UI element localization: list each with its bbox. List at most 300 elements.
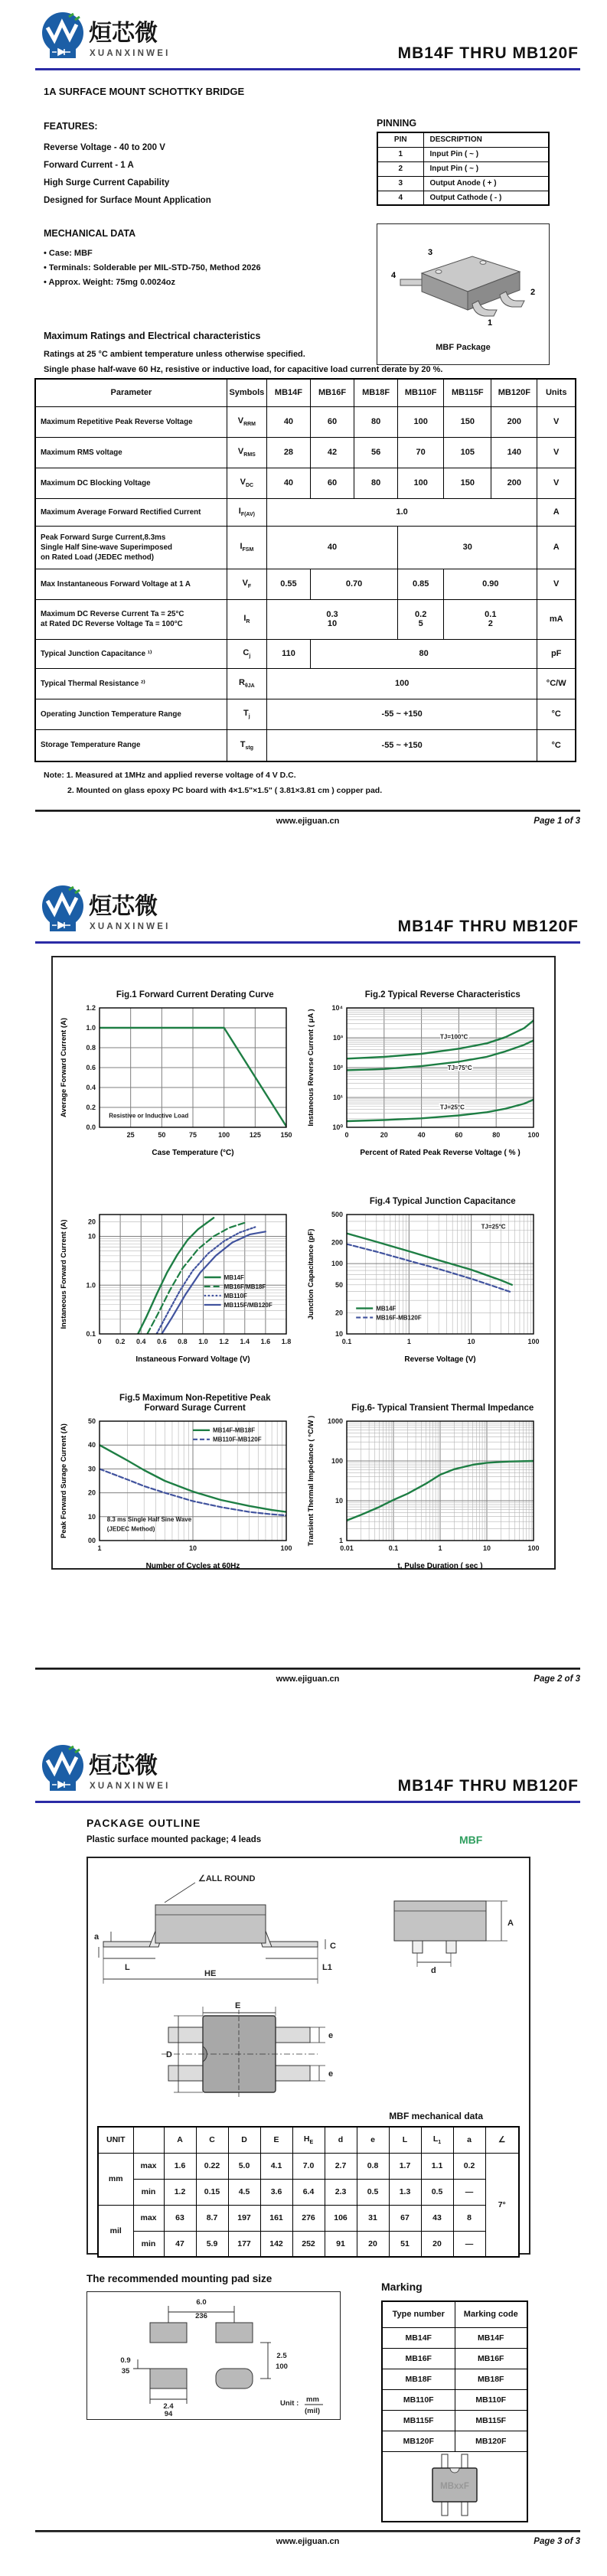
mech-value-cell: 7.0 (292, 2153, 325, 2179)
legend (356, 1305, 422, 1321)
mech-value-cell: 47 (164, 2231, 196, 2257)
svg-text:20: 20 (380, 1131, 389, 1139)
parameter-cell: Operating Junction Temperature Range (35, 699, 227, 729)
value-cell: 110 (266, 639, 310, 668)
mech-value-cell: 4.5 (228, 2179, 260, 2205)
ratings-row (35, 729, 576, 761)
pin-description: Input Pin ( ~ ) (423, 161, 549, 176)
dim-a: a (94, 1932, 100, 1942)
symbol-cell: $I_{F(AV)}$ (227, 498, 266, 526)
dim-e-small: e (328, 2069, 334, 2079)
value-cell: 60 (310, 468, 354, 498)
company-logo (24, 881, 201, 939)
mechanical-list (44, 246, 261, 290)
value-cell: -55 ~ +150 (266, 699, 537, 729)
header-rule (35, 941, 580, 944)
mech-header: L (389, 2127, 421, 2153)
doc-title: MB14F THRU MB120F (397, 918, 579, 935)
mech-value-cell: 0.22 (196, 2153, 228, 2179)
svg-text:MB115F/MB120F: MB115F/MB120F (224, 1301, 272, 1309)
package-outline-heading: PACKAGE OUTLINE (86, 1817, 201, 1829)
value-cell: 70 (398, 437, 444, 468)
svg-text:1.4: 1.4 (240, 1338, 250, 1345)
fig5-chart (57, 1414, 303, 1571)
value-cell: 200 (491, 406, 537, 437)
mech-row (98, 2153, 519, 2179)
ratings-subtitle-2: Single phase half-wave 60 Hz, resistive or inductive load, for capacitive load current derate by 20 %. (44, 365, 443, 374)
value-cell: 0.1 2 (444, 599, 537, 639)
grid-lines (347, 1421, 534, 1541)
svg-text:1.0: 1.0 (86, 1024, 96, 1032)
parameter-cell: Maximum DC Blocking Voltage (35, 468, 227, 498)
type-number-cell: MB16F (382, 2348, 455, 2369)
page-footer (35, 1668, 580, 1694)
marking-row (382, 2389, 527, 2410)
mech-header: d (325, 2127, 357, 2153)
type-number-cell: MB18F (382, 2369, 455, 2389)
unit-cell: V (537, 437, 576, 468)
svg-text:75: 75 (188, 1131, 197, 1139)
svg-text:MB14F: MB14F (224, 1273, 244, 1281)
parameter-cell: Maximum RMS voltage (35, 437, 227, 468)
svg-text:10: 10 (87, 1232, 96, 1241)
mech-value-cell: 0.15 (196, 2179, 228, 2205)
page-number: Page 2 of 3 (534, 1674, 580, 1684)
mech-value-cell: 2.3 (325, 2179, 357, 2205)
mounting-pad-heading: The recommended mounting pad size (86, 2273, 272, 2284)
mech-value-cell: 91 (325, 2231, 357, 2257)
marking-header-row (382, 2301, 527, 2327)
mech-value-cell: 0.8 (357, 2153, 389, 2179)
mech-value-cell: 5.0 (228, 2153, 260, 2179)
mech-value-cell: 20 (357, 2231, 389, 2257)
pinning-row (377, 147, 549, 161)
parameter-cell: Peak Forward Surge Current,8.3ms Single Half Sine-wave Superimposed on Rated Load (JEDEC method) (35, 526, 227, 569)
value-cell: 30 (398, 526, 537, 569)
svg-text:1.0: 1.0 (198, 1338, 208, 1345)
series-group (347, 1234, 512, 1293)
mech-data-table (97, 2126, 520, 2258)
marking-image-cell (382, 2451, 527, 2522)
svg-text:0.1: 0.1 (86, 1330, 96, 1338)
unit-cell: °C (537, 729, 576, 761)
ratings-header: MB120F (491, 379, 537, 406)
value-cell: 42 (310, 437, 354, 468)
marked-chip-drawing (413, 2453, 497, 2517)
value-cell: 0.3 10 (266, 599, 397, 639)
annotation: TJ=25°C (481, 1223, 506, 1231)
pads (150, 2323, 253, 2389)
symbol-cell: $R_{\theta JA}$ (227, 668, 266, 699)
series-group (138, 1218, 266, 1334)
pinning-table (377, 132, 550, 206)
mech-header: e (357, 2127, 389, 2153)
value-cell: 105 (444, 437, 491, 468)
value-cell: 80 (310, 639, 537, 668)
mech-header: a (453, 2127, 485, 2153)
marking-heading: Marking (381, 2281, 423, 2293)
pad-unit-label: Unit : (280, 2399, 299, 2408)
ratings-row (35, 437, 576, 468)
ratings-row (35, 406, 576, 437)
value-cell: 60 (310, 406, 354, 437)
mech-minmax-cell: min (133, 2231, 164, 2257)
marking-image-row (382, 2451, 527, 2522)
svg-text:20: 20 (87, 1218, 96, 1226)
page-2 (0, 876, 607, 1737)
svg-text:1: 1 (97, 1544, 102, 1552)
figure-fig1 (56, 977, 304, 1158)
svg-text:10: 10 (483, 1544, 491, 1552)
svg-text:25: 25 (126, 1131, 135, 1139)
mech-value-cell: 276 (292, 2205, 325, 2231)
website-link[interactable]: www.ejiguan.cn (276, 1674, 340, 1684)
mounting-pad-box (86, 2291, 341, 2420)
parameter-cell: Typical Thermal Resistance ²⁾ (35, 668, 227, 699)
svg-text:MB16F-MB120F: MB16F-MB120F (376, 1314, 423, 1322)
doc-title: MB14F THRU MB120F (397, 1777, 579, 1795)
value-cell: 100 (266, 668, 537, 699)
feature-item: Reverse Voltage - 40 to 200 V (44, 143, 165, 152)
value-cell: 80 (354, 406, 398, 437)
svg-text:MB14F-MB18F: MB14F-MB18F (212, 1427, 255, 1434)
svg-text:1: 1 (339, 1537, 344, 1544)
mech-minmax-cell: min (133, 2179, 164, 2205)
figure-fig3 (56, 1184, 304, 1365)
svg-text:00: 00 (87, 1537, 96, 1544)
svg-text:50: 50 (335, 1280, 344, 1289)
svg-text:10: 10 (188, 1544, 197, 1552)
fig4-chart (304, 1207, 550, 1365)
symbol-cell: $T_j$ (227, 699, 266, 729)
svg-text:0.8: 0.8 (86, 1044, 96, 1052)
x-axis-label: Percent of Rated Peak Reverse Voltage ( % ) (360, 1149, 521, 1157)
y-axis-label: Instaneous Reverse Current ( μA ) (307, 1009, 316, 1127)
fig4-series-1 (347, 1244, 512, 1293)
pin4-label: 4 (391, 271, 397, 280)
mech-value-cell: 63 (164, 2205, 196, 2231)
mech-value-cell: 1.3 (389, 2179, 421, 2205)
mech-value-cell: 1.7 (389, 2153, 421, 2179)
logo-cn-text: 烜芯微 (89, 1753, 158, 1779)
ratings-subtitle-1: Ratings at 25 °C ambient temperature unless otherwise specified. (44, 350, 305, 359)
pad-dim-top-mil: 236 (195, 2312, 207, 2320)
grid-lines (347, 1215, 534, 1334)
mech-value-cell: 0.2 (453, 2153, 485, 2179)
y-axis-label: Average Forward Current (A) (59, 1017, 68, 1118)
mech-value-cell: 5.9 (196, 2231, 228, 2257)
ratings-header: MB110F (398, 379, 444, 406)
svg-text:100: 100 (331, 1457, 344, 1465)
value-cell: 56 (354, 437, 398, 468)
feature-item: Designed for Surface Mount Application (44, 196, 211, 205)
pinning-row (377, 176, 549, 191)
svg-text:100: 100 (527, 1544, 540, 1552)
mechanical-item: • Case: MBF (44, 249, 93, 258)
dim-a-cap: A (507, 1919, 514, 1928)
parameter-cell: Typical Junction Capacitance ¹⁾ (35, 639, 227, 668)
mech-header: C (196, 2127, 228, 2153)
svg-text:1: 1 (407, 1338, 412, 1345)
logo-en-text: XUANXINWEI (90, 922, 171, 931)
svg-text:1.2: 1.2 (86, 1004, 96, 1012)
mech-value-cell: 3.6 (260, 2179, 292, 2205)
index-mark (480, 261, 486, 265)
parameter-cell: Max Instantaneous Forward Voltage at 1 A (35, 569, 227, 599)
y-axis-label: Junction Capacitance (pF) (307, 1228, 316, 1320)
mech-value-cell: 177 (228, 2231, 260, 2257)
legend (193, 1427, 262, 1443)
page-header (35, 881, 580, 944)
logo-cn-text: 烜芯微 (89, 894, 158, 919)
svg-text:100: 100 (527, 1131, 540, 1139)
marking-row (382, 2410, 527, 2431)
value-cell: -55 ~ +150 (266, 729, 537, 761)
value-cell: 150 (444, 468, 491, 498)
pin3-index-mark (436, 270, 442, 274)
mech-minmax-cell: max (133, 2205, 164, 2231)
annotation: TJ=100°C (440, 1033, 468, 1041)
header-rule (35, 1801, 580, 1803)
x-axis-label: Number of Cycles at 60Hz (145, 1562, 240, 1570)
mech-value-cell: 43 (421, 2205, 453, 2231)
value-cell: 0.85 (398, 569, 444, 599)
y-axis-label: Peak Forward Surage Current (A) (59, 1423, 68, 1538)
ratings-row (35, 569, 576, 599)
footer-rule (35, 2530, 580, 2532)
fig1-title: Fig.1 Forward Current Derating Curve (116, 990, 274, 999)
page-header (35, 1740, 580, 1803)
svg-text:100: 100 (217, 1131, 230, 1139)
svg-text:0.8: 0.8 (177, 1338, 188, 1345)
mech-value-cell: 2.7 (325, 2153, 357, 2179)
marking-code-cell: MB18F (455, 2369, 527, 2389)
mechanical-heading: MECHANICAL DATA (44, 228, 136, 239)
mech-header: ∠ (485, 2127, 519, 2153)
mech-value-cell: 8 (453, 2205, 485, 2231)
product-title: 1A SURFACE MOUNT SCHOTTKY BRIDGE (44, 86, 245, 97)
pad-dim-left-mil: 35 (121, 2367, 130, 2375)
value-cell: 0.70 (310, 569, 397, 599)
svg-text:10¹: 10¹ (333, 1094, 344, 1101)
svg-text:MB14F: MB14F (376, 1305, 397, 1312)
value-cell: 100 (398, 468, 444, 498)
mech-value-cell: 8.7 (196, 2205, 228, 2231)
pinning-row (377, 191, 549, 205)
figure-fig5 (56, 1391, 304, 1571)
dim-e-cap: E (235, 2001, 241, 2010)
pad-dim-right-mm: 2.5 (276, 2352, 287, 2360)
ratings-heading: Maximum Ratings and Electrical characteristics (44, 331, 261, 341)
pad-dim-left-mm: 0.9 (120, 2356, 131, 2365)
website-link[interactable]: www.ejiguan.cn (276, 2537, 340, 2546)
parameter-cell: Storage Temperature Range (35, 729, 227, 761)
mech-row (98, 2179, 519, 2205)
value-cell: 1.0 (266, 498, 537, 526)
svg-text:1000: 1000 (328, 1417, 344, 1425)
fig5-title: Fig.5 Maximum Non-Repetitive Peak Forward Surage Current (119, 1394, 271, 1413)
type-number-cell: MB14F (382, 2327, 455, 2348)
parameter-cell: Maximum DC Reverse Current Ta = 25°C at Rated DC Reverse Voltage Ta = 100°C (35, 599, 227, 639)
pad-dim-right-mil: 100 (276, 2362, 288, 2371)
svg-text:MB16F/MB18F: MB16F/MB18F (224, 1283, 266, 1290)
value-cell: 200 (491, 468, 537, 498)
dim-d: d (431, 1966, 436, 1975)
figures-panel (51, 956, 556, 1570)
svg-text:0.1: 0.1 (388, 1544, 399, 1552)
header-rule (35, 68, 580, 70)
pad-unit-note (280, 2395, 323, 2415)
mech-value-cell: — (453, 2231, 485, 2257)
mech-value-cell: 1.1 (421, 2153, 453, 2179)
company-logo (24, 8, 201, 66)
marking-code-cell: MB115F (455, 2410, 527, 2431)
ratings-header: MB115F (444, 379, 491, 406)
pad-dim-labels (120, 2298, 288, 2418)
dim-all-round: ∠ALL ROUND (198, 1874, 256, 1883)
value-cell: 100 (398, 406, 444, 437)
mech-row (98, 2231, 519, 2257)
y-axis-label: Instaneous Forward Current (A) (59, 1219, 68, 1329)
ratings-header: MB16F (310, 379, 354, 406)
pin2-label: 2 (530, 288, 536, 297)
mech-value-cell: 1.2 (164, 2179, 196, 2205)
mech-header (133, 2127, 164, 2153)
x-axis-label: Instaneous Forward Voltage (V) (135, 1355, 250, 1364)
tick-labels (331, 1211, 540, 1345)
svg-text:0.4: 0.4 (135, 1338, 146, 1345)
note-2: 2. Mounted on glass epoxy PC board with 4×1.5"×1.5" ( 3.81×3.81 cm ) copper pad. (67, 786, 383, 795)
mech-header: A (164, 2127, 196, 2153)
pinning-header: DESCRIPTION (423, 132, 549, 147)
dim-l1: L1 (322, 1963, 332, 1972)
legend (204, 1274, 272, 1309)
dim-d-cap: D (166, 2050, 172, 2059)
logo-en-text: XUANXINWEI (90, 49, 171, 58)
ratings-row (35, 498, 576, 526)
tick-labels (328, 1417, 540, 1552)
mech-header: D (228, 2127, 260, 2153)
ratings-table (34, 378, 576, 762)
type-number-cell: MB120F (382, 2431, 455, 2451)
mech-value-cell: 67 (389, 2205, 421, 2231)
ratings-header: Symbols (227, 379, 266, 406)
marking-code-cell: MB120F (455, 2431, 527, 2451)
page-footer (35, 810, 580, 836)
symbol-cell: $V_{RMS}$ (227, 437, 266, 468)
symbol-cell: $I_{FSM}$ (227, 526, 266, 569)
pad-dim-lines (133, 2306, 271, 2404)
package-outline-box (86, 1857, 530, 2255)
marking-row (382, 2348, 527, 2369)
x-axis-label: Reverse Voltage (V) (404, 1355, 476, 1364)
page-number: Page 3 of 3 (534, 2537, 580, 2546)
figure-fig4 (304, 1184, 552, 1365)
page-1 (0, 0, 607, 876)
mounting-pad-drawing (87, 2292, 338, 2418)
annotation: 8.3 ms Single Half Sine Wave (106, 1516, 191, 1524)
fig2-series-1 (347, 1040, 534, 1070)
mech-value-cell: 161 (260, 2205, 292, 2231)
symbol-cell: $V_{DC}$ (227, 468, 266, 498)
svg-text:80: 80 (492, 1131, 501, 1139)
svg-text:0.0: 0.0 (86, 1123, 96, 1131)
marking-code-cell: MB110F (455, 2389, 527, 2410)
svg-text:0.1: 0.1 (341, 1338, 352, 1345)
doc-title: MB14F THRU MB120F (397, 44, 579, 62)
fig2-title: Fig.2 Typical Reverse Characteristics (364, 990, 521, 999)
fig4-series-0 (347, 1234, 512, 1285)
ratings-header-row (35, 379, 576, 406)
mech-header-row (98, 2127, 519, 2153)
mechanical-item: • Terminals: Solderable per MIL-STD-750, Method 2026 (44, 263, 261, 272)
svg-text:0: 0 (344, 1131, 349, 1139)
mech-value-cell: — (453, 2179, 485, 2205)
unit-cell: mA (537, 599, 576, 639)
feature-item: High Surge Current Capability (44, 178, 170, 187)
symbol-cell: $V_F$ (227, 569, 266, 599)
svg-text:1.2: 1.2 (219, 1338, 229, 1345)
mech-value-cell: 1.6 (164, 2153, 196, 2179)
ratings-row (35, 526, 576, 569)
mechanical-item: • Approx. Weight: 75mg 0.0024oz (44, 278, 175, 287)
fig3-chart (57, 1207, 303, 1365)
mech-value-cell: 0.5 (421, 2179, 453, 2205)
mech-header: $L_1$ (421, 2127, 453, 2153)
svg-text:30: 30 (87, 1465, 96, 1473)
dim-e-small: e (328, 2031, 334, 2040)
grid-lines (100, 1008, 286, 1127)
svg-text:40: 40 (417, 1131, 426, 1139)
fig6-title: Fig.6- Typical Transient Thermal Impedance (351, 1404, 534, 1413)
x-axis-label: Case Temperature (°C) (152, 1149, 234, 1157)
fig3-title (56, 1184, 304, 1207)
svg-text:150: 150 (280, 1131, 292, 1139)
ratings-header: Parameter (35, 379, 227, 406)
unit-cell: A (537, 498, 576, 526)
dim-c: C (330, 1942, 336, 1951)
value-cell: 40 (266, 406, 310, 437)
marking-code-cell: MB16F (455, 2348, 527, 2369)
svg-text:0.6: 0.6 (86, 1064, 96, 1071)
svg-text:0.2: 0.2 (115, 1338, 126, 1345)
unit-cell: °C/W (537, 668, 576, 699)
unit-cell: V (537, 406, 576, 437)
figures-grid (53, 957, 554, 1571)
company-logo (24, 1740, 201, 1798)
symbol-cell: $C_j$ (227, 639, 266, 668)
pinning-row (377, 161, 549, 176)
plot-frame (347, 1215, 534, 1334)
value-cell: 40 (266, 526, 397, 569)
dim-he: HE (204, 1969, 217, 1978)
footer-rule (35, 810, 580, 812)
annotation: Resistive or Inductive Load (108, 1112, 188, 1120)
tick-labels (86, 1218, 291, 1345)
pin-number: 1 (377, 147, 423, 161)
svg-text:500: 500 (331, 1211, 344, 1218)
svg-text:0: 0 (97, 1338, 102, 1345)
mbf-package-3d-drawing (377, 224, 547, 331)
mech-value-cell: 51 (389, 2231, 421, 2257)
chip-marking-text: MBxxF (440, 2482, 469, 2492)
website-link[interactable]: www.ejiguan.cn (276, 817, 340, 826)
value-cell: 0.55 (266, 569, 310, 599)
svg-text:125: 125 (249, 1131, 261, 1139)
features-list (44, 139, 211, 210)
symbol-cell: $V_{RRM}$ (227, 406, 266, 437)
svg-text:10: 10 (467, 1338, 475, 1345)
